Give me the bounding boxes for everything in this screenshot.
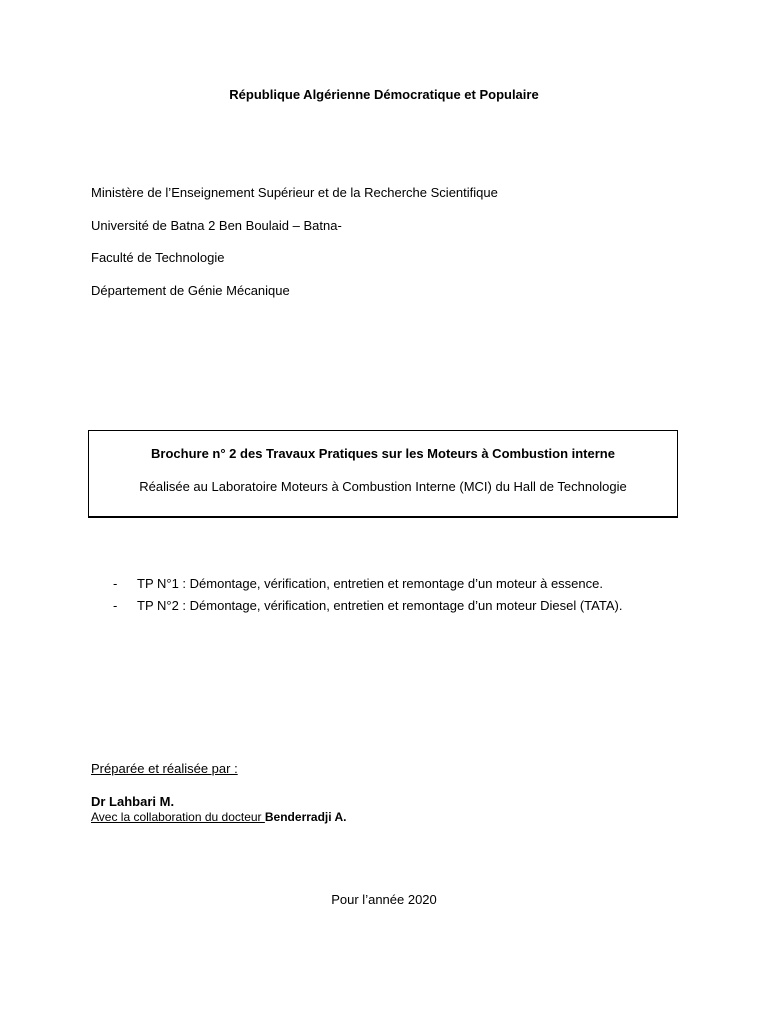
ministry-line: Ministère de l’Enseignement Supérieur et de la Recherche Scientifique (91, 185, 498, 200)
collaborator-name: Benderradji A. (264, 810, 347, 824)
brochure-subtitle: Réalisée au Laboratoire Moteurs à Combustion Interne (MCI) du Hall de Technologie (139, 479, 627, 494)
collaboration-line (91, 810, 346, 824)
tp-list-item (113, 576, 603, 591)
list-bullet: - (113, 598, 118, 613)
department-line: Département de Génie Mécanique (91, 283, 290, 298)
republic-heading: République Algérienne Démocratique et Populaire (229, 87, 539, 102)
collaboration-text: Avec la collaboration du docteur (91, 810, 265, 824)
tp-list-item (113, 598, 622, 613)
brochure-title-box (88, 430, 678, 518)
university-line: Université de Batna 2 Ben Boulaid – Batna- (91, 218, 342, 233)
tp-item-text: TP N°2 : Démontage, vérification, entretien et remontage d’un moteur Diesel (TATA). (137, 598, 623, 613)
tp-item-text: TP N°1 : Démontage, vérification, entretien et remontage d’un moteur à essence. (137, 576, 603, 591)
prepared-by-label: Préparée et réalisée par : (91, 761, 238, 776)
brochure-title: Brochure n° 2 des Travaux Pratiques sur les Moteurs à Combustion interne (151, 446, 615, 461)
author-name: Dr Lahbari M. (91, 794, 175, 809)
list-bullet: - (113, 576, 118, 591)
year-line: Pour l’année 2020 (331, 892, 437, 907)
faculty-line: Faculté de Technologie (91, 250, 225, 265)
